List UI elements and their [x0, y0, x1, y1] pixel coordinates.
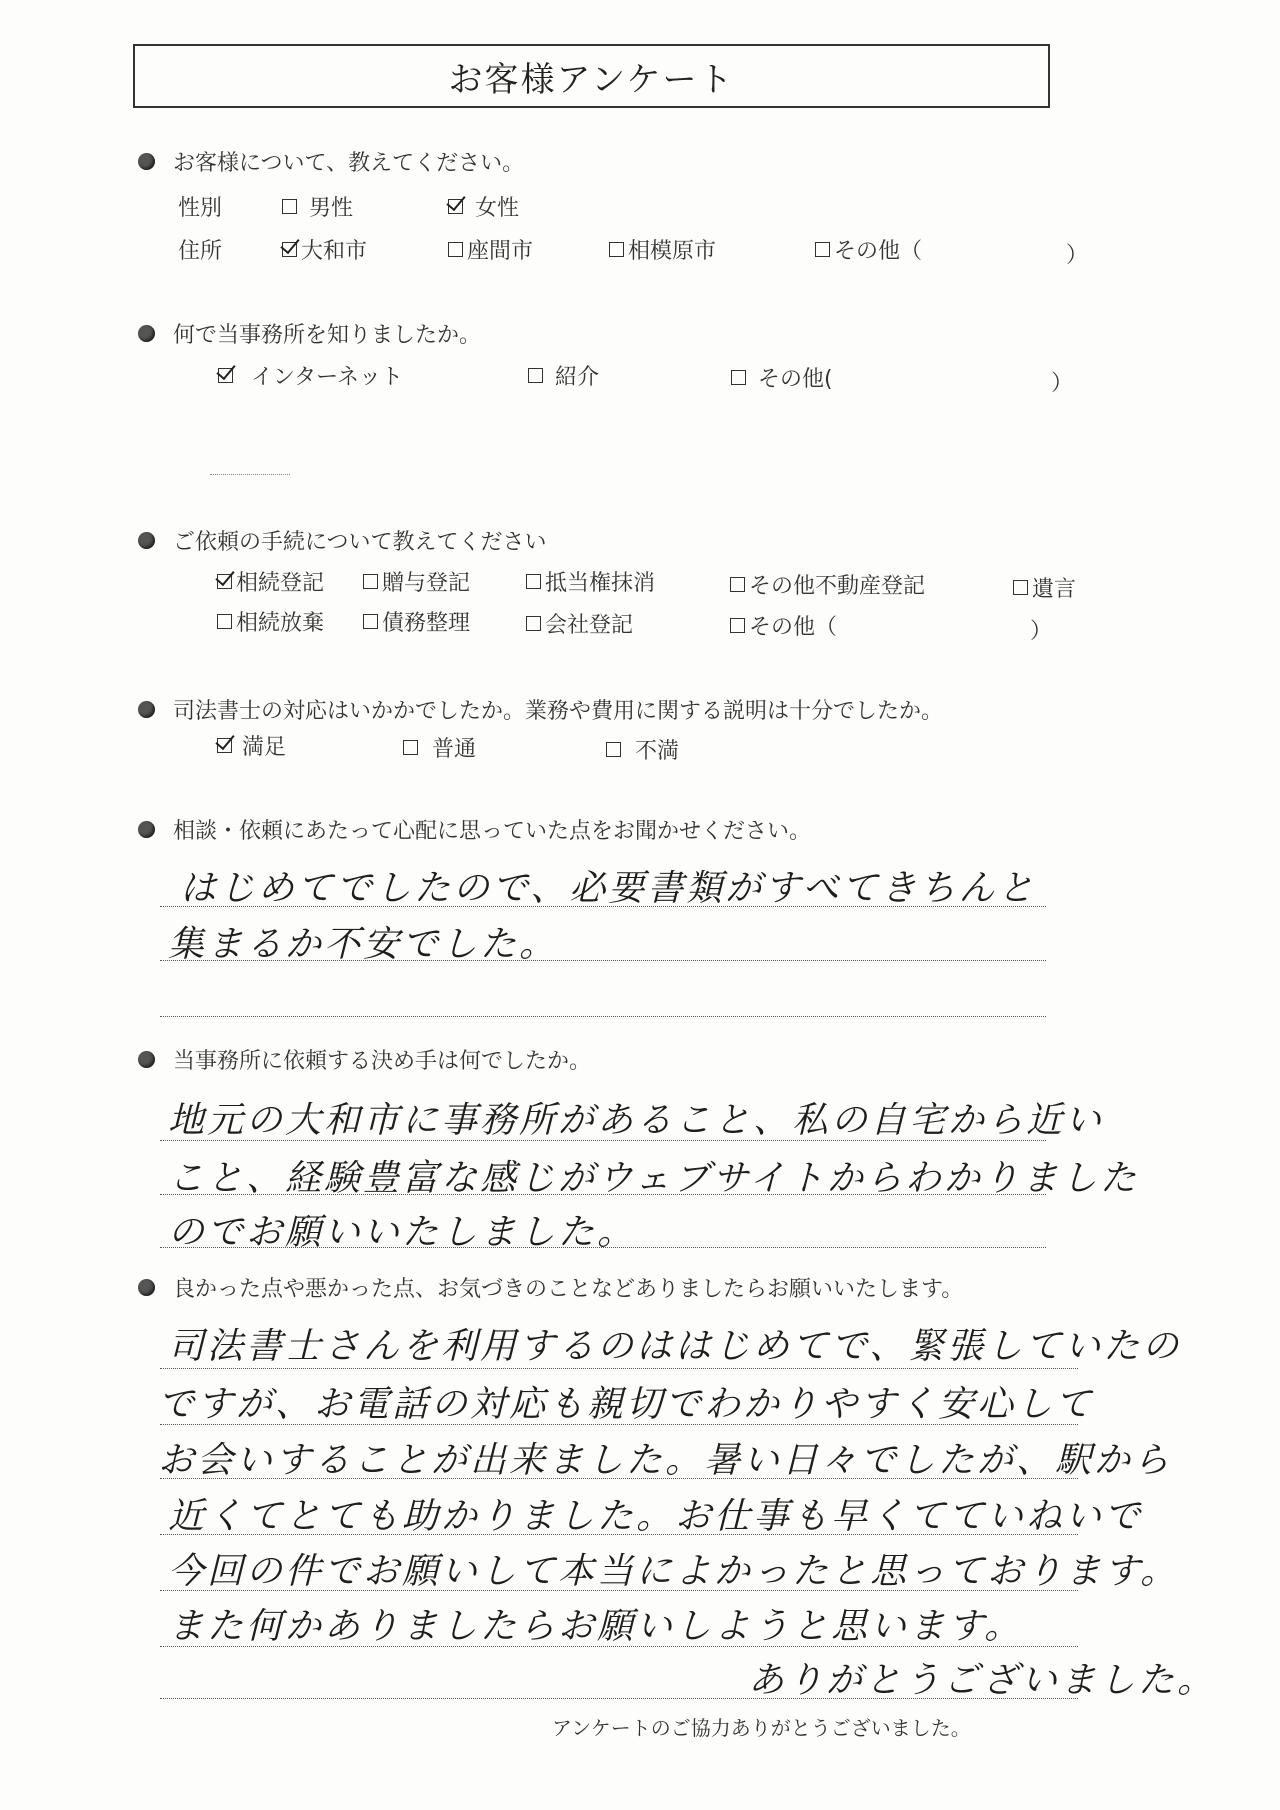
- address-label: 住所: [178, 239, 223, 264]
- handwritten-answer-line: ですが、お電話の対応も親切でわかりやすく安心して: [158, 1384, 1095, 1425]
- question-text: 司法書士の対応はいかかでしたか。業務や費用に関する説明は十分でしたか。: [173, 699, 944, 724]
- checkbox-icon[interactable]: [815, 242, 830, 257]
- paren-close: ）: [1030, 619, 1053, 644]
- footer-thanks: アンケートのご協力ありがとうございました。: [552, 1716, 971, 1740]
- question-text: ご依頼の手続について教えてください: [173, 530, 547, 555]
- paren-close: ）: [1066, 243, 1089, 268]
- bullet-icon: [138, 325, 155, 342]
- answer-rule: [160, 1424, 1078, 1425]
- handwritten-answer-line: 地元の大和市に事務所があること、私の自宅から近い: [168, 1100, 1105, 1141]
- handwritten-signoff: ありがとうございました。: [748, 1660, 1217, 1701]
- option-procedure-other[interactable]: その他（: [730, 610, 837, 641]
- checkbox-icon[interactable]: [731, 370, 746, 385]
- answer-rule: [160, 1016, 1046, 1017]
- checkbox-icon[interactable]: [363, 574, 378, 589]
- handwritten-answer-line: こと、経験豊富な感じがウェブサイトからわかりました: [168, 1158, 1140, 1199]
- option-gift-registration[interactable]: 贈与登記: [363, 566, 470, 597]
- option-will[interactable]: 遺言: [1013, 572, 1076, 603]
- handwritten-answer-line: のでお願いいたしました。: [168, 1212, 637, 1253]
- answer-rule: [160, 1478, 1078, 1479]
- bullet-icon: [138, 532, 155, 549]
- option-debt-consolidation[interactable]: 債務整理: [363, 606, 470, 637]
- option-zama[interactable]: 座間市: [448, 234, 533, 265]
- question-scrivener-response: [138, 694, 943, 725]
- handwritten-answer-line: また何かありましたらお願いしようと思います。: [168, 1606, 1024, 1647]
- checkbox-icon[interactable]: [528, 368, 543, 383]
- checkbox-checked-icon[interactable]: [218, 368, 233, 383]
- option-address-other[interactable]: その他（: [815, 234, 922, 265]
- checkbox-icon[interactable]: [609, 242, 624, 257]
- question-customer-info: [138, 146, 524, 177]
- question-text: 相談・依頼にあたって心配に思っていた点をお聞かせください。: [173, 819, 812, 844]
- checkbox-checked-icon[interactable]: [448, 199, 463, 214]
- checkbox-icon[interactable]: [526, 574, 541, 589]
- handwritten-answer-line: はじめてでしたので、必要書類がすべてきちんと: [180, 868, 1037, 909]
- question-deciding-factor: [138, 1044, 591, 1075]
- checkbox-icon[interactable]: [217, 614, 232, 629]
- checkbox-icon[interactable]: [730, 577, 745, 592]
- option-inheritance-renunciation[interactable]: 相続放棄: [217, 606, 324, 637]
- checkbox-icon[interactable]: [403, 740, 418, 755]
- handwritten-answer-line: 司法書士さんを利用するのははじめてで、緊張していたの: [168, 1326, 1182, 1367]
- handwritten-answer-line: 集まるか不安でした。: [168, 924, 559, 965]
- handwritten-answer-line: お会いすることが出来ました。暑い日々でしたが、駅から: [158, 1440, 1173, 1481]
- answer-rule: [160, 1590, 1078, 1591]
- question-procedure: [138, 525, 547, 556]
- answer-rule: [160, 1646, 1078, 1647]
- bullet-icon: [138, 1051, 155, 1068]
- question-text: 何で当事務所を知りましたか。: [173, 323, 482, 348]
- answer-rule: [160, 1247, 1046, 1248]
- checkbox-icon[interactable]: [448, 242, 463, 257]
- bullet-icon: [138, 1279, 155, 1296]
- option-dissatisfied[interactable]: 不満: [606, 734, 679, 765]
- bullet-icon: [138, 821, 155, 838]
- checkbox-icon[interactable]: [730, 618, 745, 633]
- handwritten-answer-line: 近くてとても助かりました。お仕事も早くてていねいで: [168, 1496, 1144, 1537]
- option-sagamihara[interactable]: 相模原市: [609, 234, 716, 265]
- option-other-real-estate[interactable]: その他不動産登記: [730, 569, 925, 600]
- option-female[interactable]: 女性: [448, 191, 519, 222]
- option-internet[interactable]: インターネット: [218, 360, 403, 391]
- question-how-found: [138, 318, 481, 349]
- option-source-other[interactable]: その他(: [731, 362, 833, 393]
- question-text: お客様について、教えてください。: [173, 151, 525, 176]
- paren-close: ）: [1051, 371, 1074, 396]
- answer-rule: [160, 1194, 1046, 1195]
- stray-mark: [210, 474, 290, 475]
- handwritten-answer-line: 今回の件でお願いして本当によかったと思っております。: [168, 1551, 1180, 1592]
- option-company-registration[interactable]: 会社登記: [526, 608, 633, 639]
- option-mortgage-cancellation[interactable]: 抵当権抹消: [526, 566, 655, 597]
- bullet-icon: [138, 153, 155, 170]
- answer-rule: [160, 1698, 1078, 1699]
- checkbox-icon[interactable]: [1013, 580, 1028, 595]
- checkbox-icon[interactable]: [363, 614, 378, 629]
- answer-rule: [160, 1368, 1078, 1369]
- checkbox-checked-icon[interactable]: [217, 738, 232, 753]
- checkbox-icon[interactable]: [282, 199, 297, 214]
- option-male[interactable]: 男性: [282, 191, 353, 222]
- page-title: お客様アンケート: [133, 44, 1050, 108]
- question-text: 当事務所に依頼する決め手は何でしたか。: [173, 1049, 592, 1074]
- answer-rule: [160, 960, 1046, 961]
- checkbox-checked-icon[interactable]: [282, 242, 297, 257]
- gender-label: 性別: [178, 196, 223, 221]
- checkbox-checked-icon[interactable]: [217, 574, 232, 589]
- option-inheritance-registration[interactable]: 相続登記: [217, 566, 324, 597]
- option-average[interactable]: 普通: [403, 732, 476, 763]
- option-yamato[interactable]: 大和市: [282, 234, 367, 265]
- question-concerns: [138, 814, 811, 845]
- answer-rule: [160, 1534, 1078, 1535]
- option-referral[interactable]: 紹介: [528, 360, 599, 391]
- question-text: 良かった点や悪かった点、お気づきのことなどありましたらお願いいたします。: [173, 1277, 964, 1302]
- option-satisfied[interactable]: 満足: [217, 730, 286, 761]
- question-feedback: [138, 1272, 963, 1303]
- bullet-icon: [138, 701, 155, 718]
- checkbox-icon[interactable]: [526, 616, 541, 631]
- answer-rule: [160, 906, 1046, 907]
- answer-rule: [160, 1140, 1046, 1141]
- checkbox-icon[interactable]: [606, 742, 621, 757]
